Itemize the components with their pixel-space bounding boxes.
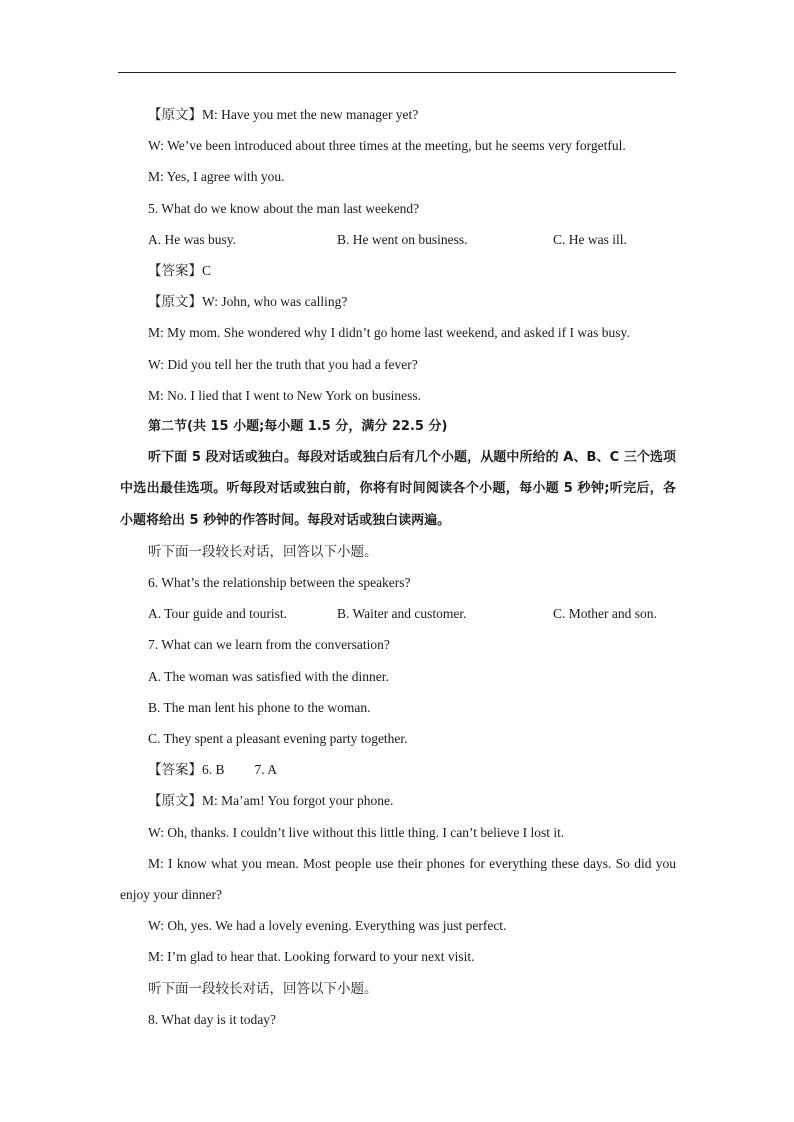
listening-prompt: 听下面一段较长对话，回答以下小题。 — [148, 980, 378, 996]
answer-6-7 — [120, 754, 676, 785]
transcript-line: M: I know what you mean. Most people use their phones for everything these days. So did you enjoy your dinner? — [120, 855, 676, 903]
question-6: 6. What’s the relationship between the speakers? — [148, 575, 411, 591]
option-a: A. He was busy. — [148, 231, 236, 247]
section-heading: 第二节(共 15 小题;每小题 1.5 分，满分 22.5 分) — [148, 419, 448, 435]
transcript-line: M: No. I lied that I went to New York on business. — [148, 387, 421, 403]
option-a: A. The woman was satisfied with the dinner. — [148, 668, 389, 684]
header-rule — [118, 72, 676, 73]
transcript-line: M: My mom. She wondered why I didn’t go home last weekend, and asked if I was busy. — [148, 325, 630, 341]
transcript-line: 【原文】M: Ma’am! You forgot your phone. — [148, 793, 394, 809]
transcript-line: 【原文】W: John, who was calling? — [148, 294, 348, 310]
option-a: A. Tour guide and tourist. — [148, 606, 288, 622]
transcript-line: W: Did you tell her the truth that you had a fever? — [148, 356, 418, 372]
option-b: B. He went on business. — [337, 231, 468, 247]
transcript-line: W: Oh, yes. We had a lovely evening. Everything was just perfect. — [148, 918, 507, 934]
question-5-options — [120, 224, 676, 255]
listening-prompt: 听下面一段较长对话，回答以下小题。 — [148, 543, 378, 559]
transcript-line: M: Yes, I agree with you. — [148, 169, 285, 185]
question-7: 7. What can we learn from the conversation? — [148, 637, 390, 653]
question-8: 8. What day is it today? — [148, 1011, 276, 1027]
answer-5: 【答案】C — [148, 263, 212, 279]
option-b: B. The man lent his phone to the woman. — [148, 699, 371, 715]
transcript-line: 【原文】M: Have you met the new manager yet? — [148, 107, 419, 122]
option-c: C. Mother and son. — [553, 606, 657, 622]
transcript-line: M: I’m glad to hear that. Looking forward to your next visit. — [148, 949, 475, 965]
option-c: C. They spent a pleasant evening party together. — [148, 731, 408, 747]
option-c: C. He was ill. — [553, 231, 627, 247]
answer-6: 【答案】6. B — [148, 762, 225, 778]
question-5: 5. What do we know about the man last weekend? — [148, 200, 420, 216]
option-b: B. Waiter and customer. — [337, 606, 467, 622]
section-instructions: 听下面 5 段对话或独白。每段对话或独白后有几个小题，从题中所给的 A、B、C 三个选项中选出最佳选项。听每段对话或独白前，你将有时间阅读各个小题，每小题 5 秒钟;听完后，各小题将给出 5 秒钟的作答时间。每段对话或独白读两遍。 — [120, 450, 676, 528]
transcript-line: W: We’ve been introduced about three times at the meeting, but he seems very forgetful. — [148, 138, 626, 154]
transcript-line: W: Oh, thanks. I couldn’t live without this little thing. I can’t believe I lost it. — [148, 824, 565, 840]
question-6-options — [120, 598, 676, 629]
document-body — [120, 99, 676, 1035]
answer-7: 7. A — [254, 762, 278, 778]
